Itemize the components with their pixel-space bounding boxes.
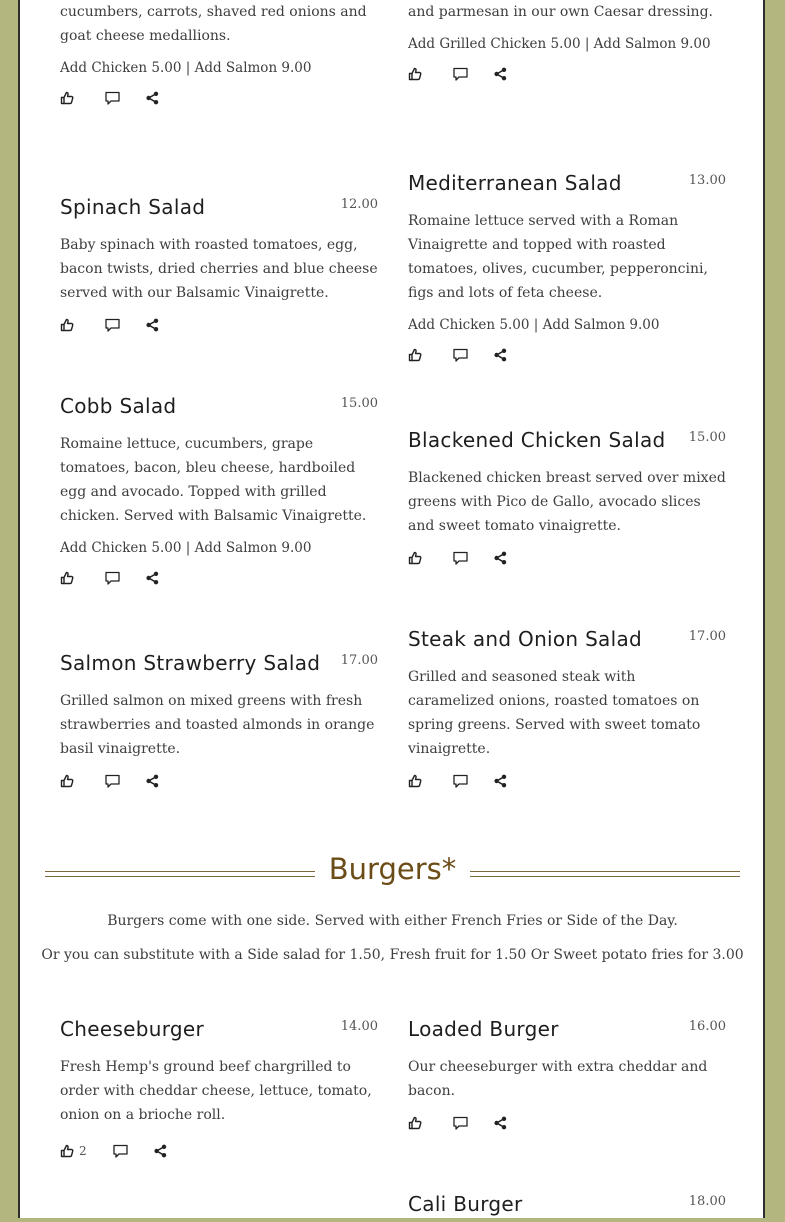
item-description: cucumbers, carrots, shaved red onions and goat cheese medallions. bbox=[60, 4, 367, 44]
share-button[interactable] bbox=[146, 774, 159, 788]
item-name: Cobb Salad bbox=[60, 394, 177, 418]
thumbs-up-icon bbox=[60, 91, 74, 105]
menu-item bbox=[60, 394, 378, 586]
item-price: 15.00 bbox=[688, 430, 726, 445]
item-actions bbox=[60, 1143, 378, 1159]
item-name: Salmon Strawberry Salad bbox=[60, 651, 321, 675]
comment-button[interactable] bbox=[105, 571, 120, 585]
item-price: 14.00 bbox=[340, 1019, 378, 1034]
item-actions bbox=[408, 773, 726, 789]
comment-icon bbox=[453, 774, 468, 788]
item-description: Romaine lettuce, cucumbers, grape tomatoes, bacon, bleu cheese, hardboiled egg and avocado. Topped with grilled chicken. Served with Balsamic Vinaigrette. bbox=[60, 436, 367, 524]
like-button[interactable] bbox=[60, 774, 79, 788]
comment-icon bbox=[453, 1116, 468, 1130]
share-button[interactable] bbox=[494, 1116, 507, 1130]
share-button[interactable] bbox=[494, 348, 507, 362]
thumbs-up-icon bbox=[60, 774, 74, 788]
menu-item bbox=[408, 1017, 726, 1131]
like-button[interactable] bbox=[408, 774, 427, 788]
comment-icon bbox=[113, 1144, 128, 1158]
item-price: 15.00 bbox=[340, 396, 378, 411]
share-icon bbox=[494, 774, 507, 788]
item-name: Loaded Burger bbox=[408, 1017, 559, 1041]
menu-item bbox=[60, 651, 378, 789]
section-note: Or you can substitute with a Side salad for 1.50, Fresh fruit for 1.50 Or Sweet potato fries for 3.00 bbox=[41, 947, 744, 963]
share-button[interactable] bbox=[146, 571, 159, 585]
item-actions bbox=[60, 773, 378, 789]
share-icon bbox=[146, 91, 159, 105]
item-description: Blackened chicken breast served over mixed greens with Pico de Gallo, avocado slices and sweet tomato vinaigrette. bbox=[408, 470, 726, 534]
share-icon bbox=[146, 571, 159, 585]
share-icon bbox=[494, 67, 507, 81]
item-description: Grilled salmon on mixed greens with fresh strawberries and toasted almonds in orange basil vinaigrette. bbox=[60, 693, 375, 757]
like-button[interactable] bbox=[408, 551, 427, 565]
share-button[interactable] bbox=[494, 67, 507, 81]
thumbs-up-icon bbox=[408, 67, 422, 81]
like-button[interactable] bbox=[60, 1144, 87, 1158]
share-button[interactable] bbox=[146, 91, 159, 105]
menu-item bbox=[408, 627, 726, 789]
comment-icon bbox=[105, 774, 120, 788]
item-actions bbox=[408, 550, 726, 566]
thumbs-up-icon bbox=[408, 1116, 422, 1130]
comment-icon bbox=[105, 91, 120, 105]
item-actions bbox=[408, 66, 726, 82]
menu-item bbox=[408, 171, 726, 363]
item-actions bbox=[60, 570, 378, 586]
section-header-burgers bbox=[0, 852, 785, 892]
share-button[interactable] bbox=[154, 1144, 167, 1158]
item-actions bbox=[60, 317, 378, 333]
thumbs-up-icon bbox=[408, 348, 422, 362]
share-button[interactable] bbox=[146, 318, 159, 332]
comment-button[interactable] bbox=[453, 774, 468, 788]
comment-button[interactable] bbox=[453, 551, 468, 565]
like-button[interactable] bbox=[60, 571, 79, 585]
comment-icon bbox=[453, 348, 468, 362]
like-button[interactable] bbox=[408, 1116, 427, 1130]
item-price: 16.00 bbox=[688, 1019, 726, 1034]
item-description: Romaine lettuce served with a Roman Vinaigrette and topped with roasted tomatoes, olives, cucumber, pepperoncini, figs and lots of feta cheese. bbox=[408, 213, 708, 301]
menu-item bbox=[60, 1017, 378, 1159]
share-icon bbox=[494, 1116, 507, 1130]
like-button[interactable] bbox=[408, 67, 427, 81]
item-name: Steak and Onion Salad bbox=[408, 627, 643, 651]
share-icon bbox=[494, 348, 507, 362]
item-price: 12.00 bbox=[340, 197, 378, 212]
share-icon bbox=[494, 551, 507, 565]
item-actions bbox=[408, 347, 726, 363]
item-description: Grilled and seasoned steak with caramelized onions, roasted tomatoes on spring greens. Served with sweet tomato vinaigrette. bbox=[408, 669, 701, 757]
thumbs-up-icon bbox=[408, 774, 422, 788]
item-price: 13.00 bbox=[688, 173, 726, 188]
comment-button[interactable] bbox=[105, 91, 120, 105]
thumbs-up-icon bbox=[60, 318, 74, 332]
like-button[interactable] bbox=[60, 318, 79, 332]
menu-item bbox=[408, 428, 726, 566]
item-description: Our cheeseburger with extra cheddar and bacon. bbox=[408, 1059, 708, 1099]
item-addon: Add Grilled Chicken 5.00 | Add Salmon 9.00 bbox=[408, 36, 711, 52]
comment-button[interactable] bbox=[105, 318, 120, 332]
item-addon: Add Chicken 5.00 | Add Salmon 9.00 bbox=[60, 540, 312, 556]
like-count: 2 bbox=[79, 1144, 87, 1158]
item-actions bbox=[408, 1115, 726, 1131]
share-icon bbox=[146, 318, 159, 332]
comment-icon bbox=[453, 551, 468, 565]
thumbs-up-icon bbox=[60, 1144, 74, 1158]
comment-button[interactable] bbox=[105, 774, 120, 788]
item-name: Cheeseburger bbox=[60, 1017, 205, 1041]
comment-button[interactable] bbox=[113, 1144, 128, 1158]
section-title: Burgers* bbox=[328, 852, 457, 886]
comment-icon bbox=[105, 571, 120, 585]
item-price: 17.00 bbox=[340, 653, 378, 668]
share-button[interactable] bbox=[494, 551, 507, 565]
item-actions bbox=[60, 90, 378, 106]
item-name: Blackened Chicken Salad bbox=[408, 428, 666, 452]
like-button[interactable] bbox=[60, 91, 79, 105]
comment-button[interactable] bbox=[453, 1116, 468, 1130]
item-price: 18.00 bbox=[688, 1194, 726, 1209]
item-description: Baby spinach with roasted tomatoes, egg, bacon twists, dried cherries and blue cheese served with our Balsamic Vinaigrette. bbox=[60, 237, 378, 301]
comment-icon bbox=[105, 318, 120, 332]
item-addon: Add Chicken 5.00 | Add Salmon 9.00 bbox=[60, 60, 312, 76]
menu-item bbox=[408, 0, 726, 82]
item-addon: Add Chicken 5.00 | Add Salmon 9.00 bbox=[408, 317, 660, 333]
item-name: Cali Burger bbox=[408, 1192, 523, 1216]
menu-item bbox=[60, 0, 378, 106]
menu-item bbox=[60, 195, 378, 333]
thumbs-up-icon bbox=[60, 571, 74, 585]
item-description: and parmesan in our own Caesar dressing. bbox=[408, 4, 713, 20]
comment-icon bbox=[453, 67, 468, 81]
like-button[interactable] bbox=[408, 348, 427, 362]
item-name: Mediterranean Salad bbox=[408, 171, 622, 195]
thumbs-up-icon bbox=[408, 551, 422, 565]
share-icon bbox=[154, 1144, 167, 1158]
section-note: Burgers come with one side. Served with either French Fries or Side of the Day. bbox=[107, 913, 678, 929]
comment-button[interactable] bbox=[453, 348, 468, 362]
share-button[interactable] bbox=[494, 774, 507, 788]
item-name: Spinach Salad bbox=[60, 195, 206, 219]
share-icon bbox=[146, 774, 159, 788]
item-description: Fresh Hemp's ground beef chargrilled to order with cheddar cheese, lettuce, tomato, onion on a brioche roll. bbox=[60, 1059, 372, 1123]
comment-button[interactable] bbox=[453, 67, 468, 81]
item-price: 17.00 bbox=[688, 629, 726, 644]
